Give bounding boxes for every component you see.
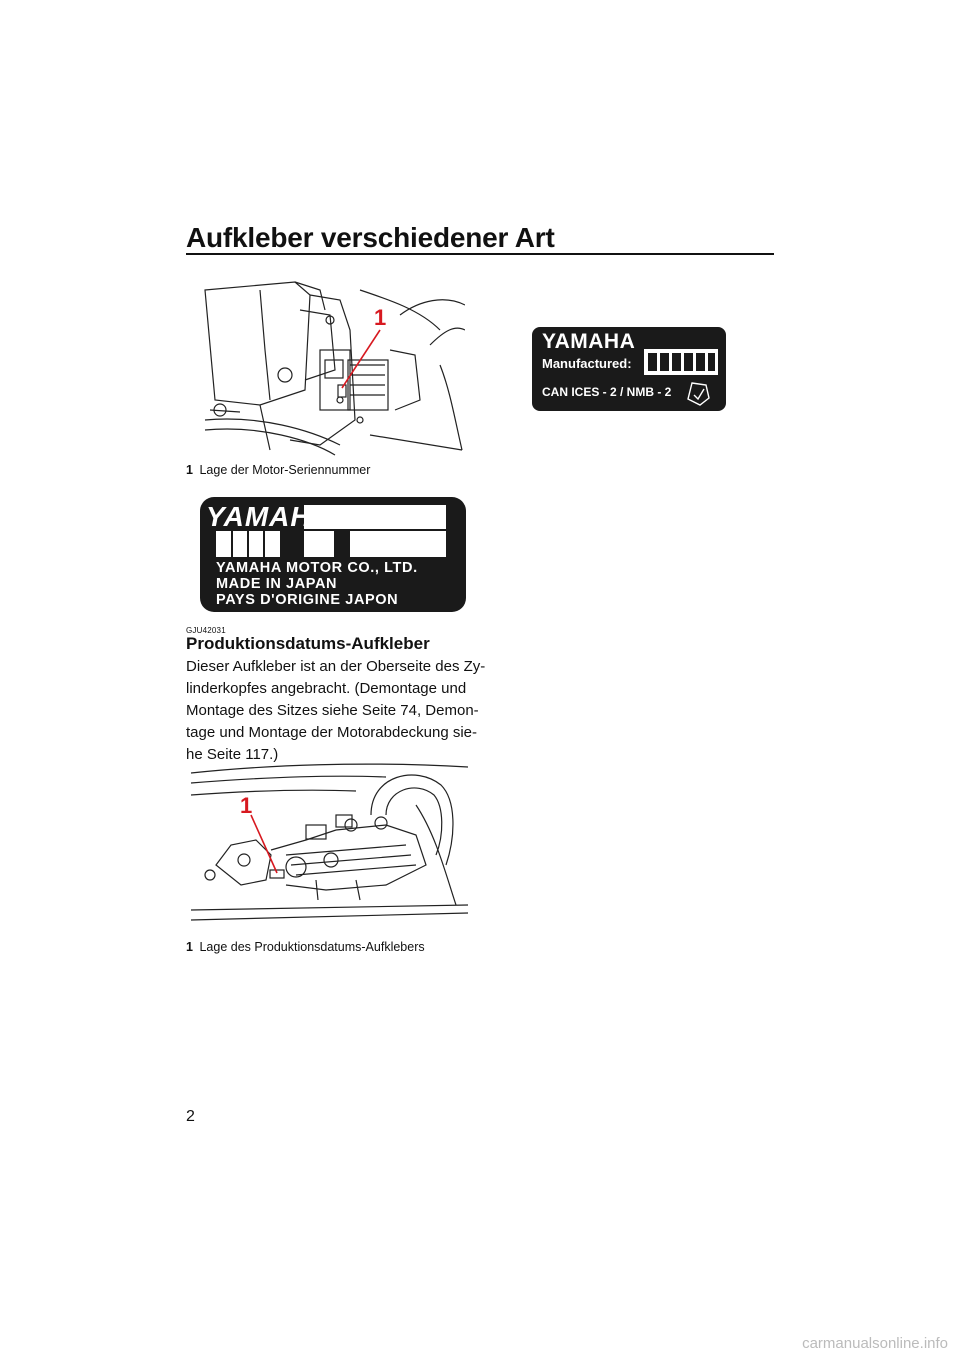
callout-number: 1 bbox=[240, 793, 253, 818]
page-title: Aufkleber verschiedener Art bbox=[186, 222, 555, 253]
paragraph-line: he Seite 117.) bbox=[186, 746, 279, 763]
page-number: 2 bbox=[186, 1108, 195, 1125]
label2-brand: YAMAHA bbox=[542, 330, 636, 353]
title-rule bbox=[186, 253, 774, 255]
caption-number: 1 bbox=[186, 463, 193, 477]
production-label-illustration bbox=[186, 755, 468, 935]
paragraph-line: linderkopfes angebracht. (Demontage und bbox=[186, 680, 467, 697]
section-paragraph bbox=[186, 656, 486, 766]
label-line: MADE IN JAPAN bbox=[216, 576, 338, 592]
manufactured-text: Manufactured: bbox=[542, 356, 632, 371]
label-line: YAMAHA MOTOR CO., LTD. bbox=[216, 560, 418, 576]
paragraph-line: Montage des Sitzes siehe Seite 74, Demon- bbox=[186, 702, 479, 719]
compliance-text: CAN ICES - 2 / NMB - 2 bbox=[542, 385, 672, 399]
label-line: PAYS D'ORIGINE JAPON bbox=[216, 592, 399, 608]
engine-serial-illustration bbox=[200, 270, 465, 460]
caption-text: Lage des Produktionsdatums-Aufklebers bbox=[199, 940, 425, 954]
paragraph-line: tage und Montage der Motorabdeckung sie- bbox=[186, 724, 478, 741]
watermark: carmanualsonline.info bbox=[802, 1335, 948, 1352]
label-brand: YAMAHA bbox=[206, 501, 333, 532]
paragraph-line: Dieser Aufkleber ist an der Oberseite des Zy- bbox=[186, 658, 486, 675]
section-code: GJU42031 bbox=[186, 626, 226, 635]
callout-number: 1 bbox=[374, 305, 387, 330]
figure-caption bbox=[186, 463, 370, 477]
figure-caption bbox=[186, 940, 425, 954]
section-heading: Produktionsdatums-Aufkleber bbox=[186, 634, 430, 653]
caption-text: Lage der Motor-Seriennummer bbox=[199, 463, 371, 477]
caption-number: 1 bbox=[186, 940, 193, 954]
